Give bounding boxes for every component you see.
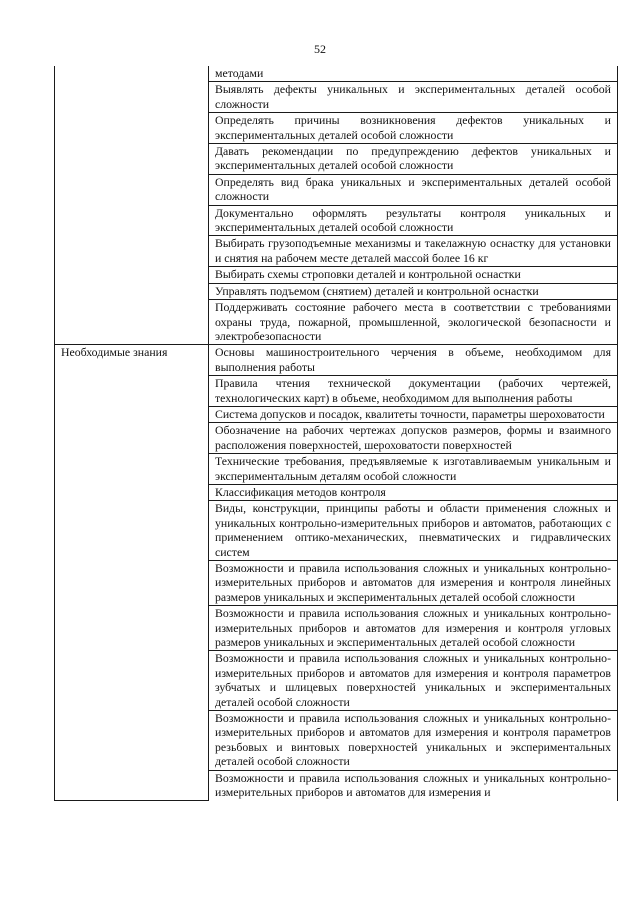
knowledge-item: Обозначение на рабочих чертежах допусков размеров, формы и взаимного расположения поверхностей, шероховатости поверхностей xyxy=(209,423,618,454)
knowledge-item: Возможности и правила использования сложных и уникальных контрольно-измерительных приборов и автоматов для измерения и xyxy=(209,770,618,800)
page-number: 52 xyxy=(314,42,326,56)
knowledge-item: Технические требования, предъявляемые к изготавливаемым уникальным и экспериментальным деталям особой сложности xyxy=(209,454,618,485)
table-row xyxy=(55,345,618,376)
skill-item: Выявлять дефекты уникальных и экспериментальных деталей особой сложности xyxy=(209,82,618,113)
requirements-table xyxy=(54,66,618,801)
knowledge-group-label: Необходимые знания xyxy=(55,345,209,801)
table-row xyxy=(55,66,618,82)
skill-item: Определять вид брака уникальных и экспериментальных деталей особой сложности xyxy=(209,174,618,205)
skill-item: Определять причины возникновения дефектов уникальных и экспериментальных деталей особой сложности xyxy=(209,113,618,144)
knowledge-item: Правила чтения технической документации (рабочих чертежей, технологических карт) в объеме, необходимом для выполнения работы xyxy=(209,376,618,407)
skill-item: Выбирать схемы строповки деталей и контрольной оснастки xyxy=(209,267,618,283)
knowledge-item: Возможности и правила использования сложных и уникальных контрольно-измерительных приборов и автоматов для измерения и контроля параметров зубчатых и шлицевых поверхностей уникальных и экспериментальных деталей особой сложности xyxy=(209,651,618,711)
skill-item: Управлять подъемом (снятием) деталей и контрольной оснастки xyxy=(209,283,618,299)
skill-item: методами xyxy=(209,66,618,82)
knowledge-item: Классификация методов контроля xyxy=(209,484,618,500)
knowledge-item: Возможности и правила использования сложных и уникальных контрольно-измерительных приборов и автоматов для измерения и контроля угловых размеров уникальных и экспериментальных деталей особой сложности xyxy=(209,606,618,651)
skill-item: Давать рекомендации по предупреждению дефектов уникальных и экспериментальных деталей особой сложности xyxy=(209,144,618,175)
knowledge-item: Система допусков и посадок, квалитеты точности, параметры шероховатости xyxy=(209,406,618,422)
knowledge-item: Виды, конструкции, принципы работы и области применения сложных и уникальных контрольно-измерительных приборов и автоматов, работающих с применением оптико-механических, пневматических и гидравлических систем xyxy=(209,501,618,561)
skill-item: Выбирать грузоподъемные механизмы и такелажную оснастку для установки и снятия на рабочем месте деталей массой более 16 кг xyxy=(209,236,618,267)
skill-item: Документально оформлять результаты контроля уникальных и экспериментальных деталей особой сложности xyxy=(209,205,618,236)
skill-item: Поддерживать состояние рабочего места в соответствии с требованиями охраны труда, пожарной, промышленной, экологической безопасности и электробезопасности xyxy=(209,300,618,345)
skills-group-label xyxy=(55,66,209,345)
knowledge-item: Возможности и правила использования сложных и уникальных контрольно-измерительных приборов и автоматов для измерения и контроля линейных размеров уникальных и экспериментальных деталей особой сложности xyxy=(209,561,618,606)
knowledge-item: Возможности и правила использования сложных и уникальных контрольно-измерительных приборов и автоматов для измерения и контроля параметров резьбовых и винтовых поверхностей уникальных и экспериментальных деталей особой сложности xyxy=(209,711,618,771)
knowledge-item: Основы машиностроительного черчения в объеме, необходимом для выполнения работы xyxy=(209,345,618,376)
